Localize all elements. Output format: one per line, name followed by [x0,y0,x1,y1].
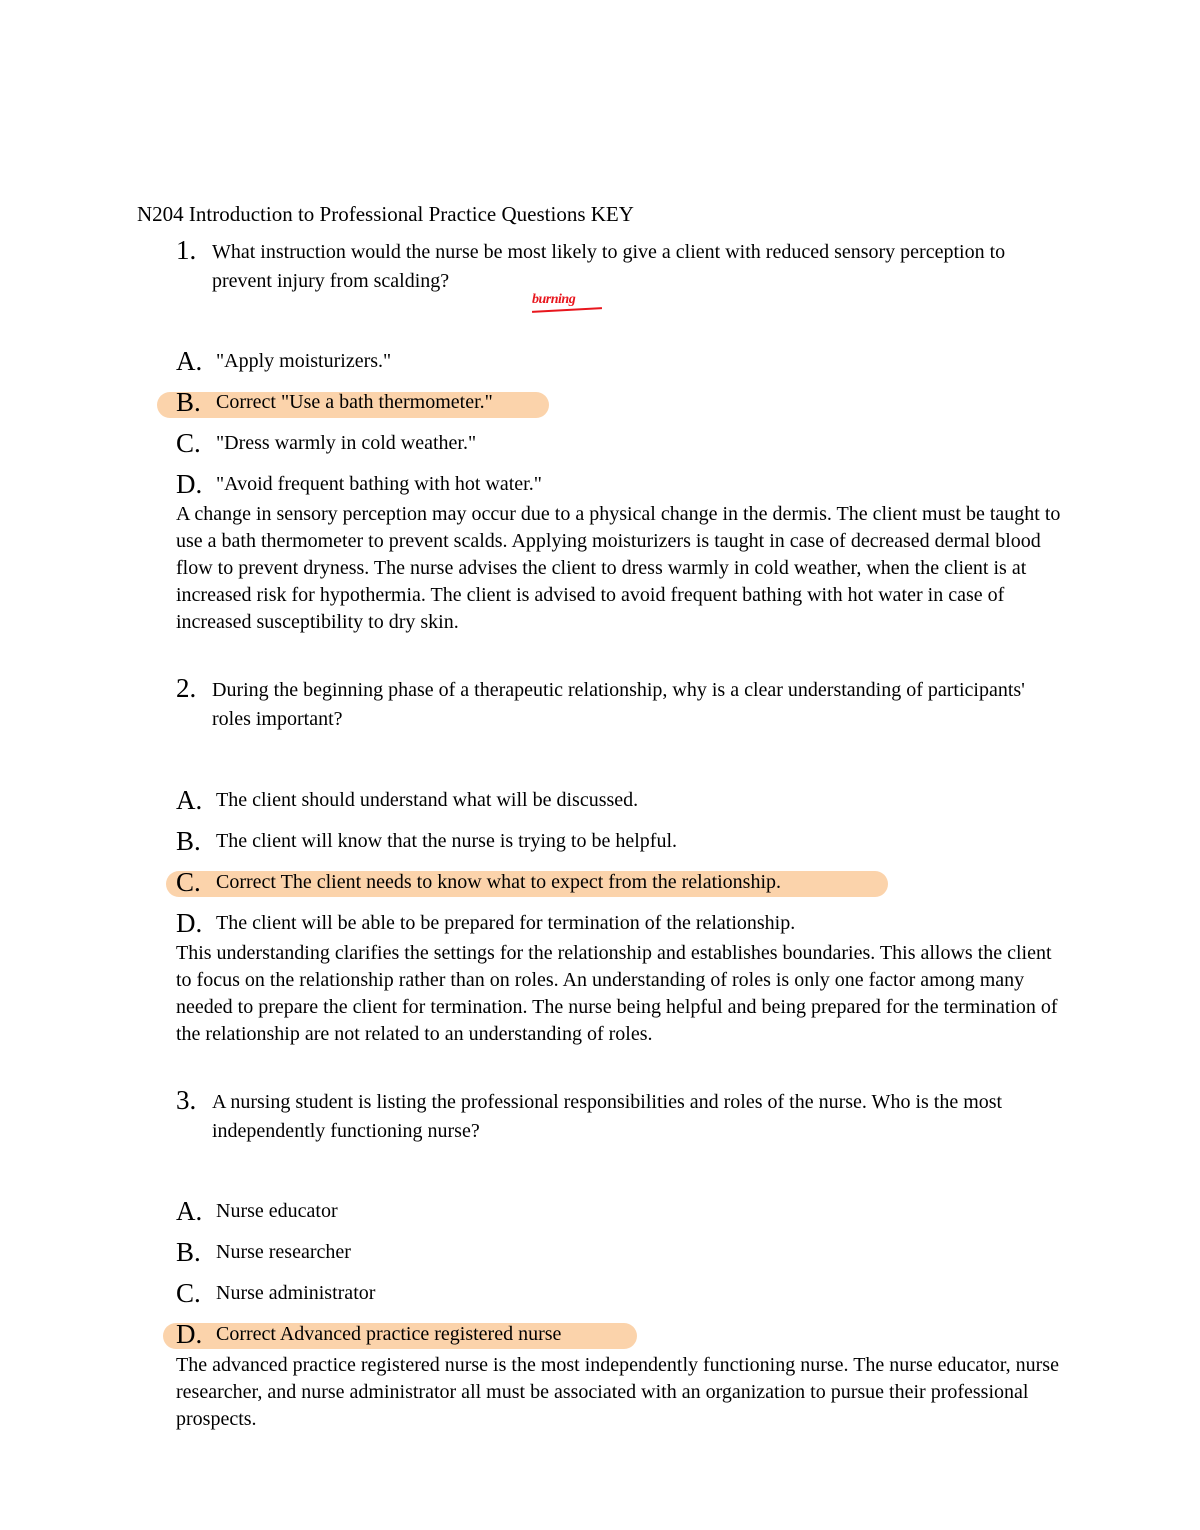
option-c-correct [176,865,781,899]
option-d [176,467,542,501]
option-text: "Apply moisturizers." [216,350,392,372]
explanation: The advanced practice registered nurse is the most independently functioning nurse. The nurse educator, nurse researcher, and nurse administrator all must be associated with an organization to pursue their professional prospects. [176,1354,1059,1430]
option-text: Correct Advanced practice registered nurse [216,1323,562,1345]
option-d [176,906,795,940]
explanation: A change in sensory perception may occur due to a physical change in the dermis. The client must be taught to use a bath thermometer to prevent scalds. Applying moisturizers is taught in case of decreased dermal blood flow to prevent dryness. The nurse advises the client to dress warmly in cold weather, when the client is at increased risk for hypothermia. The client is advised to avoid frequent bathing with hot water in case of increased susceptibility to dry skin. [176,503,1061,633]
option-text: The client should understand what will be discussed. [216,789,639,811]
option-letter: A. [176,1196,203,1226]
page-title: N204 Introduction to Professional Practice Questions KEY [137,202,634,226]
question-2 [176,673,1066,734]
option-a [176,344,391,378]
question-number: 1. [176,235,197,265]
option-b-correct [176,385,493,419]
option-letter: B. [176,826,201,856]
annotation-underline [532,307,602,313]
question-text: A nursing student is listing the professional responsibilities and roles of the nurse. Who is the most independently functioning nurse? [212,1091,1003,1142]
option-text: Nurse administrator [216,1282,376,1304]
option-a [176,783,638,817]
question-1 [176,235,1066,296]
option-c [176,426,476,460]
option-letter: D. [176,469,203,499]
question-number: 3. [176,1085,197,1115]
option-text: The client will be able to be prepared for termination of the relationship. [216,912,796,934]
option-letter: A. [176,346,203,376]
option-text: Nurse educator [216,1200,338,1222]
explanation: This understanding clarifies the settings for the relationship and establishes boundaries. This allows the client to focus on the relationship rather than on roles. An understanding of roles is only one factor among many needed to prepare the client for termination. The nurse being helpful and being prepared for the termination of the relationship are not related to an understanding of roles. [176,942,1058,1045]
option-b [176,1235,351,1269]
question-text: What instruction would the nurse be most likely to give a client with reduced sensory perception to prevent injury from scalding? [212,241,1006,292]
option-letter: D. [176,908,203,938]
option-letter: C. [176,1278,201,1308]
option-b [176,824,677,858]
option-text: Nurse researcher [216,1241,351,1263]
question-number: 2. [176,673,197,703]
option-letter: B. [176,1237,201,1267]
option-text: "Dress warmly in cold weather." [216,432,477,454]
option-letter: C. [176,867,201,897]
question-3 [176,1085,1066,1146]
option-a [176,1194,338,1228]
option-text: The client will know that the nurse is trying to be helpful. [216,830,678,852]
handwritten-annotation: burning [532,292,576,307]
option-text: "Avoid frequent bathing with hot water." [216,473,542,495]
option-d-correct [176,1317,561,1351]
option-letter: C. [176,428,201,458]
option-c [176,1276,375,1310]
option-text: Correct "Use a bath thermometer." [216,391,493,413]
option-letter: D. [176,1319,203,1349]
option-letter: B. [176,387,201,417]
option-letter: A. [176,785,203,815]
option-text: Correct The client needs to know what to expect from the relationship. [216,871,782,893]
question-text: During the beginning phase of a therapeutic relationship, why is a clear understanding of participants' roles important? [212,679,1025,730]
